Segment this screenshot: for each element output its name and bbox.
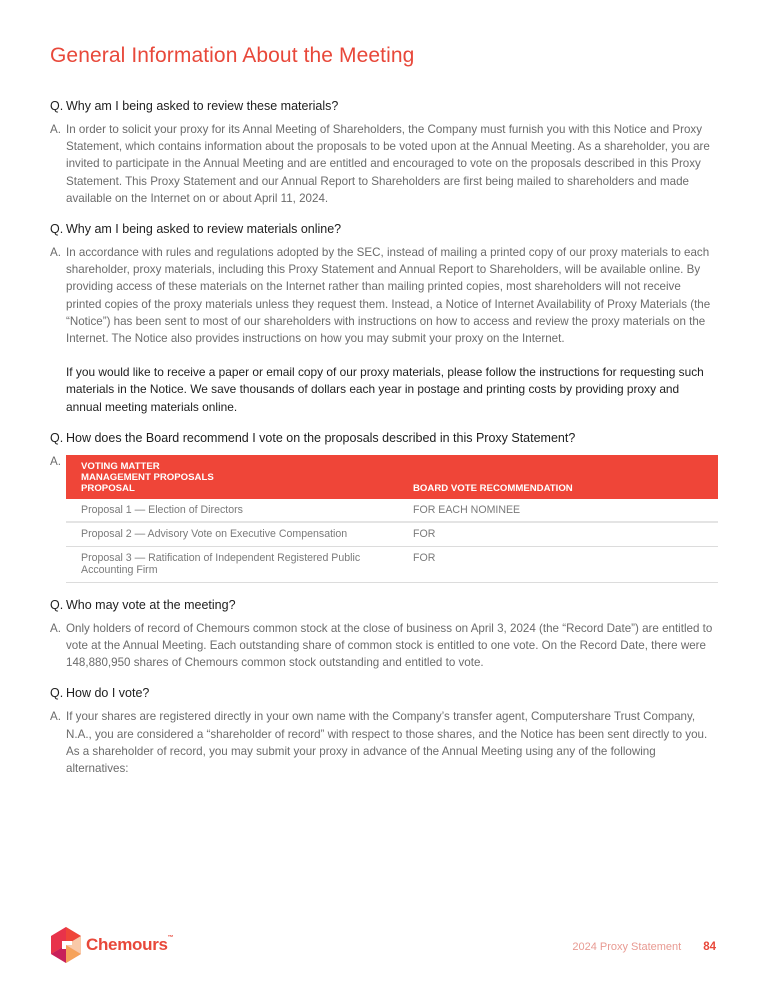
header-proposal (66, 455, 398, 499)
logo-text: Chemours™ (86, 935, 174, 954)
header-proposal-label: PROPOSAL (81, 482, 135, 494)
recommendation-cell: FOR EACH NOMINEE (398, 499, 718, 523)
paper-copy-note: If you would like to receive a paper or email copy of our proxy materials, please follow the instructions for requesting such materials in the Notice. We save thousands of dollars each year in postage and printing costs by providing proxy and annual meeting materials online. (66, 365, 704, 414)
qa-item-how-to-vote (50, 685, 718, 777)
answer (50, 708, 718, 777)
question (50, 430, 718, 447)
qa-item-who-may-vote (50, 597, 718, 672)
question (50, 685, 718, 702)
chemours-hexagon-icon (50, 927, 82, 963)
page-title: General Information About the Meeting (50, 44, 415, 67)
q-marker: Q. (50, 686, 64, 701)
table-header-row (66, 455, 718, 499)
question (50, 597, 718, 614)
recommendation-cell: FOR (398, 546, 718, 582)
qa-item-review-materials (50, 98, 718, 207)
qa-content (50, 98, 718, 791)
question-text: How does the Board recommend I vote on the proposals described in this Proxy Statement? (66, 430, 576, 445)
question-text: Why am I being asked to review these materials? (66, 99, 339, 113)
a-marker: A. (50, 621, 61, 635)
q-marker: Q. (50, 222, 64, 237)
table-row (66, 522, 718, 546)
chemours-logo (50, 927, 173, 963)
qa-item-board-recommendation (50, 430, 718, 583)
proposal-cell: Proposal 2 — Advisory Vote on Executive Compensation (66, 522, 398, 546)
answer (50, 620, 718, 672)
a-marker: A. (50, 454, 61, 468)
a-marker: A. (50, 710, 61, 724)
document-name: 2024 Proxy Statement (572, 941, 682, 953)
vote-recommendation-table (66, 455, 718, 583)
answer (50, 453, 718, 583)
a-marker: A. (50, 123, 61, 136)
question-text: Why am I being asked to review materials online? (66, 222, 342, 237)
q-marker: Q. (50, 430, 64, 445)
question-text: How do I vote? (66, 686, 150, 701)
qa-item-online-materials (50, 221, 718, 416)
answer-text: If your shares are registered directly in your own name with the Company’s transfer agent, Computershare Trust Company, N.A., you are considered a “shareholder of record” with respect to those shares, and the Notice has been sent directly to you. As a shareholder of record, you may submit your proxy in advance of the Annual Meeting using any of the following alternatives: (66, 710, 708, 776)
proposal-cell: Proposal 1 — Election of Directors (66, 499, 398, 523)
table-row (66, 499, 718, 523)
page-number: 84 (703, 941, 716, 953)
q-marker: Q. (50, 597, 64, 612)
answer-text: Only holders of record of Chemours common stock at the close of business on April 3, 2024 (the “Record Date”) are entitled to vote at the Annual Meeting. Each outstanding share of common stock is entitled to one vote. On the Record Date, there were 148,880,950 shares of Chemours common stock outstanding and entitled to vote. (66, 621, 713, 670)
recommendation-cell: FOR (398, 522, 718, 546)
question (50, 98, 718, 115)
a-marker: A. (50, 246, 61, 260)
header-management-proposals: MANAGEMENT PROPOSALS (81, 471, 214, 483)
header-board-recommendation: BOARD VOTE RECOMMENDATION (398, 455, 718, 499)
page-footer (572, 941, 716, 953)
table-row (66, 546, 718, 582)
answer-text: In order to solicit your proxy for its Annal Meeting of Shareholders, the Company must furnish you with this Notice and Proxy Statement, which contains information about the proposals to be voted upon at the Annual Meeting. As a shareholder, you are invited to participate in the Annual Meeting and are entitled and encouraged to vote on the proposals described in this Proxy Statement. This Proxy Statement and our Annual Report to Shareholders are first being mailed to shareholders and made available on the Internet on or about April 11, 2024. (66, 123, 710, 205)
header-voting-matter: VOTING MATTER (81, 460, 160, 472)
question-text: Who may vote at the meeting? (66, 597, 236, 612)
proposal-cell: Proposal 3 — Ratification of Independent Registered Public Accounting Firm (66, 546, 398, 582)
answer (50, 121, 718, 207)
answer-text: In accordance with rules and regulations adopted by the SEC, instead of mailing a printed copy of our proxy materials to each shareholder, proxy materials, including this Proxy Statement and Annual Report to Shareholders, will be available online. By providing access of these materials on the Internet rather than mailing printed copies, most shareholders will not receive printed copies of the proxy materials unless they request them. Instead, a Notice of Internet Availability of Proxy Materials (the “Notice”) has been sent to most of our shareholders with instructions on how to access and review the proxy materials on the Internet. The Notice also provides instructions on how you may submit your proxy on the Internet. (66, 246, 711, 346)
q-marker: Q. (50, 99, 64, 113)
question (50, 221, 718, 238)
answer (50, 244, 718, 416)
